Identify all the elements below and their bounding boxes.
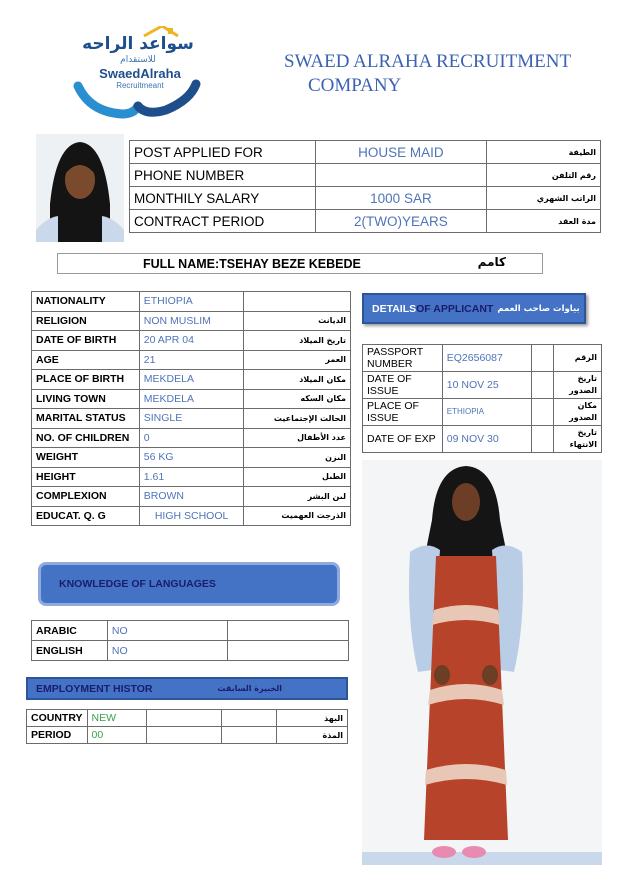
row-label: DATE OF EXP	[363, 426, 443, 453]
full-name-arabic-label: كامم	[477, 255, 506, 269]
row-value: HIGH SCHOOL	[139, 506, 244, 526]
details-header-prefix: DETAILS	[372, 302, 417, 315]
row-value: 1.61	[139, 467, 244, 487]
row-arabic-label: الديانت	[244, 311, 351, 331]
table-row	[32, 370, 351, 390]
table-row	[32, 506, 351, 526]
row-value: 20 APR 04	[139, 331, 244, 351]
table-row	[32, 428, 351, 448]
table-row	[32, 448, 351, 468]
details-header-arabic: بياوات صاحب العمم	[497, 303, 580, 314]
table-row	[32, 350, 351, 370]
row-label: PLACE OF BIRTH	[32, 370, 140, 390]
full-name-label: FULL NAME:TSEHAY BEZE KEBEDE	[143, 257, 361, 271]
row-value	[315, 164, 487, 187]
row-label: DATE OF ISSUE	[363, 372, 443, 399]
company-logo	[72, 26, 202, 122]
languages-table	[31, 620, 349, 661]
table-row	[32, 467, 351, 487]
row-label: MONTHILY SALARY	[130, 187, 316, 210]
row-label: ARABIC	[32, 621, 108, 641]
details-header-highlight: OF APPLICANT	[416, 302, 494, 315]
row-arabic-label: الطىل	[244, 467, 351, 487]
row-arabic-label: مكان الصدور	[554, 399, 602, 426]
table-row	[363, 426, 602, 453]
row-value: SINGLE	[139, 409, 244, 429]
passport-table	[362, 344, 602, 453]
table-row	[130, 141, 601, 164]
row-label: NATIONALITY	[32, 292, 140, 312]
row-label: EDUCAT. Q. G	[32, 506, 140, 526]
row-arabic-label: مدة العقد	[487, 210, 601, 233]
row-arabic-label: الحالت الإجتماعيت	[244, 409, 351, 429]
table-row	[32, 409, 351, 429]
applicant-portrait-photo	[36, 134, 124, 242]
details-of-applicant-header	[362, 293, 586, 324]
row-arabic-label	[244, 292, 351, 312]
employment-arabic-title: الخبيرة السابقت	[217, 684, 282, 693]
row-value: ETHIOPIA	[139, 292, 244, 312]
row-label: POST APPLIED FOR	[130, 141, 316, 164]
row-label: WEIGHT	[32, 448, 140, 468]
knowledge-of-languages-header	[38, 562, 340, 606]
row-value: 10 NOV 25	[442, 372, 532, 399]
row-label: COMPLEXION	[32, 487, 140, 507]
row-arabic-label: مكان السكه	[244, 389, 351, 409]
row-arabic-label: رقم التلفن	[487, 164, 601, 187]
row-label: HEIGHT	[32, 467, 140, 487]
languages-title: KNOWLEDGE OF LANGUAGES	[59, 578, 216, 590]
row-arabic-label: الىزن	[244, 448, 351, 468]
row-arabic-label: البهذ	[276, 710, 347, 727]
row-value: NON MUSLIM	[139, 311, 244, 331]
row-value: MEKDELA	[139, 370, 244, 390]
row-arabic-label: لىن البشر	[244, 487, 351, 507]
logo-arabic-subtext: للاستقدام	[120, 55, 156, 65]
table-row	[130, 210, 601, 233]
row-label: DATE OF BIRTH	[32, 331, 140, 351]
full-name-box	[57, 253, 543, 274]
logo-arabic-text: سواعد الراحه	[82, 34, 194, 54]
table-row	[32, 621, 349, 641]
row-value: NO	[107, 621, 228, 641]
row-value: BROWN	[139, 487, 244, 507]
row-value: MEKDELA	[139, 389, 244, 409]
table-row	[363, 399, 602, 426]
company-name-line1: SWAED ALRAHA RECRUITMENT	[284, 51, 572, 72]
row-value: NO	[107, 641, 228, 661]
row-label: AGE	[32, 350, 140, 370]
table-row	[32, 292, 351, 312]
row-value: 00	[87, 727, 146, 744]
row-value: NEW	[87, 710, 146, 727]
row-arabic-label: المذة	[276, 727, 347, 744]
row-label: NO. OF CHILDREN	[32, 428, 140, 448]
applicant-full-body-photo	[362, 460, 602, 865]
row-label: PASSPORT NUMBER	[363, 345, 443, 372]
table-row	[32, 311, 351, 331]
table-row	[32, 389, 351, 409]
row-value: 2(TWO)YEARS	[315, 210, 487, 233]
table-row	[32, 487, 351, 507]
row-label: CONTRACT PERIOD	[130, 210, 316, 233]
row-value: 09 NOV 30	[442, 426, 532, 453]
row-value: 21	[139, 350, 244, 370]
employment-table	[26, 709, 348, 744]
row-arabic-label: الرقم	[554, 345, 602, 372]
table-row	[130, 164, 601, 187]
row-arabic-label: العمر	[244, 350, 351, 370]
table-row	[363, 372, 602, 399]
row-label: PLACE OF ISSUE	[363, 399, 443, 426]
logo-english-subtext: Recruitmeant	[116, 81, 164, 90]
table-row	[27, 710, 348, 727]
row-value: 0	[139, 428, 244, 448]
row-label: LIVING TOWN	[32, 389, 140, 409]
row-label: PHONE NUMBER	[130, 164, 316, 187]
table-row	[363, 345, 602, 372]
row-value: HOUSE MAID	[315, 141, 487, 164]
row-arabic-label: تاريخ الميلاد	[244, 331, 351, 351]
row-arabic-label: مكان الميلاد	[244, 370, 351, 390]
personal-info-table	[31, 291, 351, 526]
logo-english-text: SwaedAlraha	[99, 66, 181, 81]
row-value: ETHIOPIA	[442, 399, 532, 426]
employment-history-header	[26, 677, 348, 700]
row-value: 1000 SAR	[315, 187, 487, 210]
employment-title: EMPLOYMENT HISTOR	[36, 682, 153, 695]
row-value: 56 KG	[139, 448, 244, 468]
row-arabic-label: تاريخ الصدور	[554, 372, 602, 399]
table-row	[130, 187, 601, 210]
company-name-line2: COMPANY	[308, 75, 402, 96]
row-arabic-label: عدد الأطفال	[244, 428, 351, 448]
company-name	[284, 50, 604, 98]
job-info-table	[129, 140, 601, 233]
row-value: EQ2656087	[442, 345, 532, 372]
row-label: ENGLISH	[32, 641, 108, 661]
table-row	[32, 641, 349, 661]
row-label: RELIGION	[32, 311, 140, 331]
table-row	[27, 727, 348, 744]
row-arabic-label: الراتب الشهري	[487, 187, 601, 210]
row-label: PERIOD	[27, 727, 88, 744]
row-arabic-label: الذرجت العهميت	[244, 506, 351, 526]
table-row	[32, 331, 351, 351]
row-label: COUNTRY	[27, 710, 88, 727]
row-arabic-label: الطيفة	[487, 141, 601, 164]
row-arabic-label: تاريخ الانتهاء	[554, 426, 602, 453]
row-label: MARITAL STATUS	[32, 409, 140, 429]
